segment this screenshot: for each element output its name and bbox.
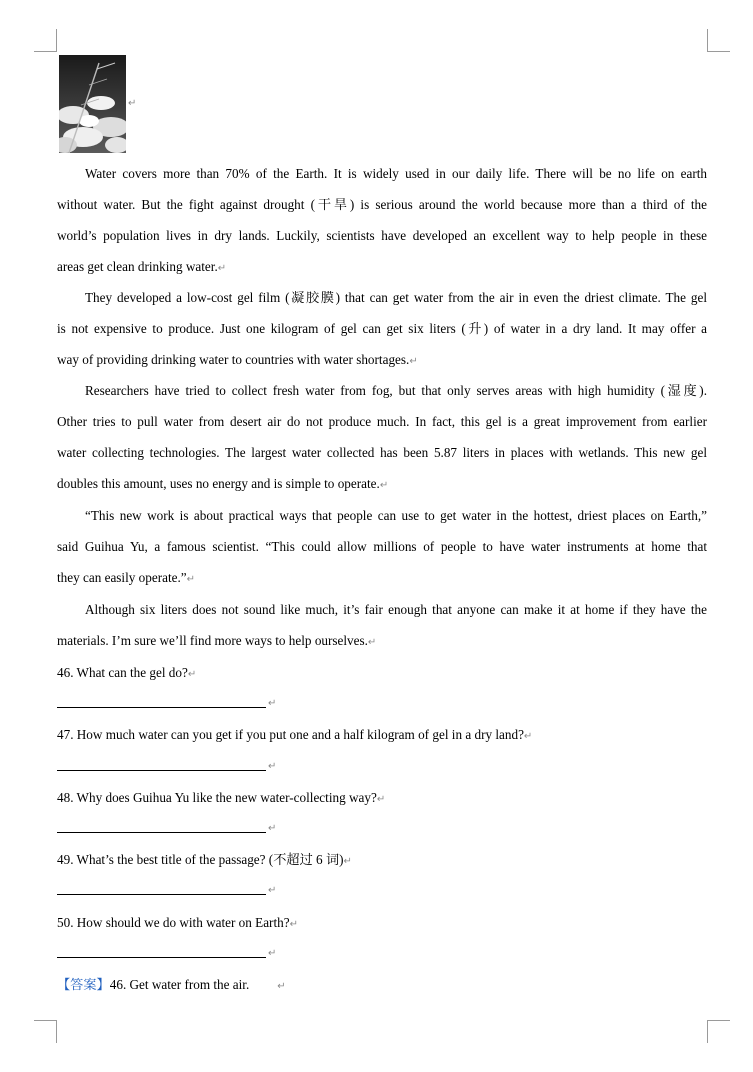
paragraph-mark: ↵ — [217, 263, 227, 274]
paragraph-mark: ↵ — [289, 919, 298, 930]
crop-mark-top-right — [707, 29, 730, 52]
paragraph-3 — [57, 375, 707, 499]
paragraph-line: world’s population lives in dry lands. Luckily, scientists have developed an excellent way to help people in these — [57, 228, 707, 243]
paragraph-line: without water. But the fight against drought (干旱) is serious around the world because more than a third of the — [57, 197, 707, 212]
paragraph-line: way of providing drinking water to countries with water shortages. — [57, 352, 410, 367]
crop-mark-bottom-right — [707, 1020, 730, 1043]
answer-blank-48[interactable] — [57, 831, 266, 833]
question-47: 47. How much water can you get if you put one and a half kilogram of gel in a dry land?↵ — [57, 727, 533, 742]
paragraph-mark: ↵ — [367, 637, 377, 648]
question-49: 49. What’s the best title of the passage? (不超过 6 词)↵ — [57, 852, 352, 867]
answer-tag: 【答案】 — [57, 977, 110, 992]
paragraph-mark: ↵ — [268, 948, 277, 959]
paragraph-mark: ↵ — [376, 794, 386, 805]
paragraph-2 — [57, 282, 707, 375]
paragraph-1 — [57, 158, 707, 282]
paragraph-mark: ↵ — [409, 356, 418, 367]
paragraph-5 — [57, 594, 707, 656]
question-48: 48. Why does Guihua Yu like the new water-collecting way?↵ — [57, 790, 386, 805]
paragraph-mark: ↵ — [268, 823, 277, 834]
paragraph-line: areas get clean drinking water. — [57, 259, 218, 274]
paragraph-mark: ↵ — [187, 669, 197, 680]
paragraph-mark: ↵ — [523, 731, 533, 742]
paragraph-line: “This new work is about practical ways that people can use to get water in the hottest, driest places on Earth,” — [85, 508, 707, 523]
crop-mark-bottom-left — [34, 1020, 57, 1043]
paragraph-mark: ↵ — [268, 761, 277, 772]
paragraph-line: materials. I’m sure we’ll find more ways to help ourselves. — [57, 633, 368, 648]
paragraph-line: said Guihua Yu, a famous scientist. “This could allow millions of people to have water instruments at home that — [57, 539, 707, 554]
paragraph-mark: ↵ — [379, 480, 389, 491]
paragraph-mark: ↵ — [277, 981, 286, 992]
paragraph-line: They developed a low-cost gel film (凝胶膜) that can get water from the air in even the driest climate. The gel — [85, 290, 707, 305]
crop-mark-top-left — [34, 29, 57, 52]
paragraph-line: Researchers have tried to collect fresh water from fog, but that only serves areas with high humidity (湿度). — [85, 383, 707, 398]
paragraph-line: doubles this amount, uses no energy and is simple to operate. — [57, 476, 380, 491]
answer-blank-46[interactable] — [57, 706, 266, 708]
paragraph-line: Water covers more than 70% of the Earth. It is widely used in our daily life. There will be no life on earth — [85, 166, 707, 181]
paragraph-mark: ↵ — [343, 856, 352, 867]
paragraph-mark: ↵ — [128, 98, 137, 109]
paragraph-line: Other tries to pull water from desert air do not produce much. In fact, this gel is a great improvement from earlier — [57, 414, 707, 429]
paragraph-4 — [57, 500, 707, 593]
answer-blank-47[interactable] — [57, 769, 266, 771]
paragraph-mark: ↵ — [268, 698, 277, 709]
answer-blank-49[interactable] — [57, 893, 266, 895]
paragraph-mark: ↵ — [186, 574, 195, 585]
paragraph-line: is not expensive to produce. Just one kilogram of gel can get six liters (升) of water in a dry land. It may offer a — [57, 321, 707, 336]
question-50: 50. How should we do with water on Earth?↵ — [57, 915, 298, 930]
answer-text: 46. Get water from the air. — [109, 977, 250, 992]
paragraph-mark: ↵ — [268, 885, 277, 896]
sky-photo — [59, 55, 126, 153]
paragraph-line: water collecting technologies. The largest water collected has been 5.87 liters in places with wetlands. This new gel — [57, 445, 707, 460]
paragraph-line: Although six liters does not sound like much, it’s fair enough that anyone can make it at home if they have the — [85, 602, 707, 617]
answer-line — [57, 975, 286, 997]
question-46: 46. What can the gel do?↵ — [57, 665, 197, 680]
paragraph-line: they can easily operate.” — [57, 570, 187, 585]
answer-blank-50[interactable] — [57, 956, 266, 958]
